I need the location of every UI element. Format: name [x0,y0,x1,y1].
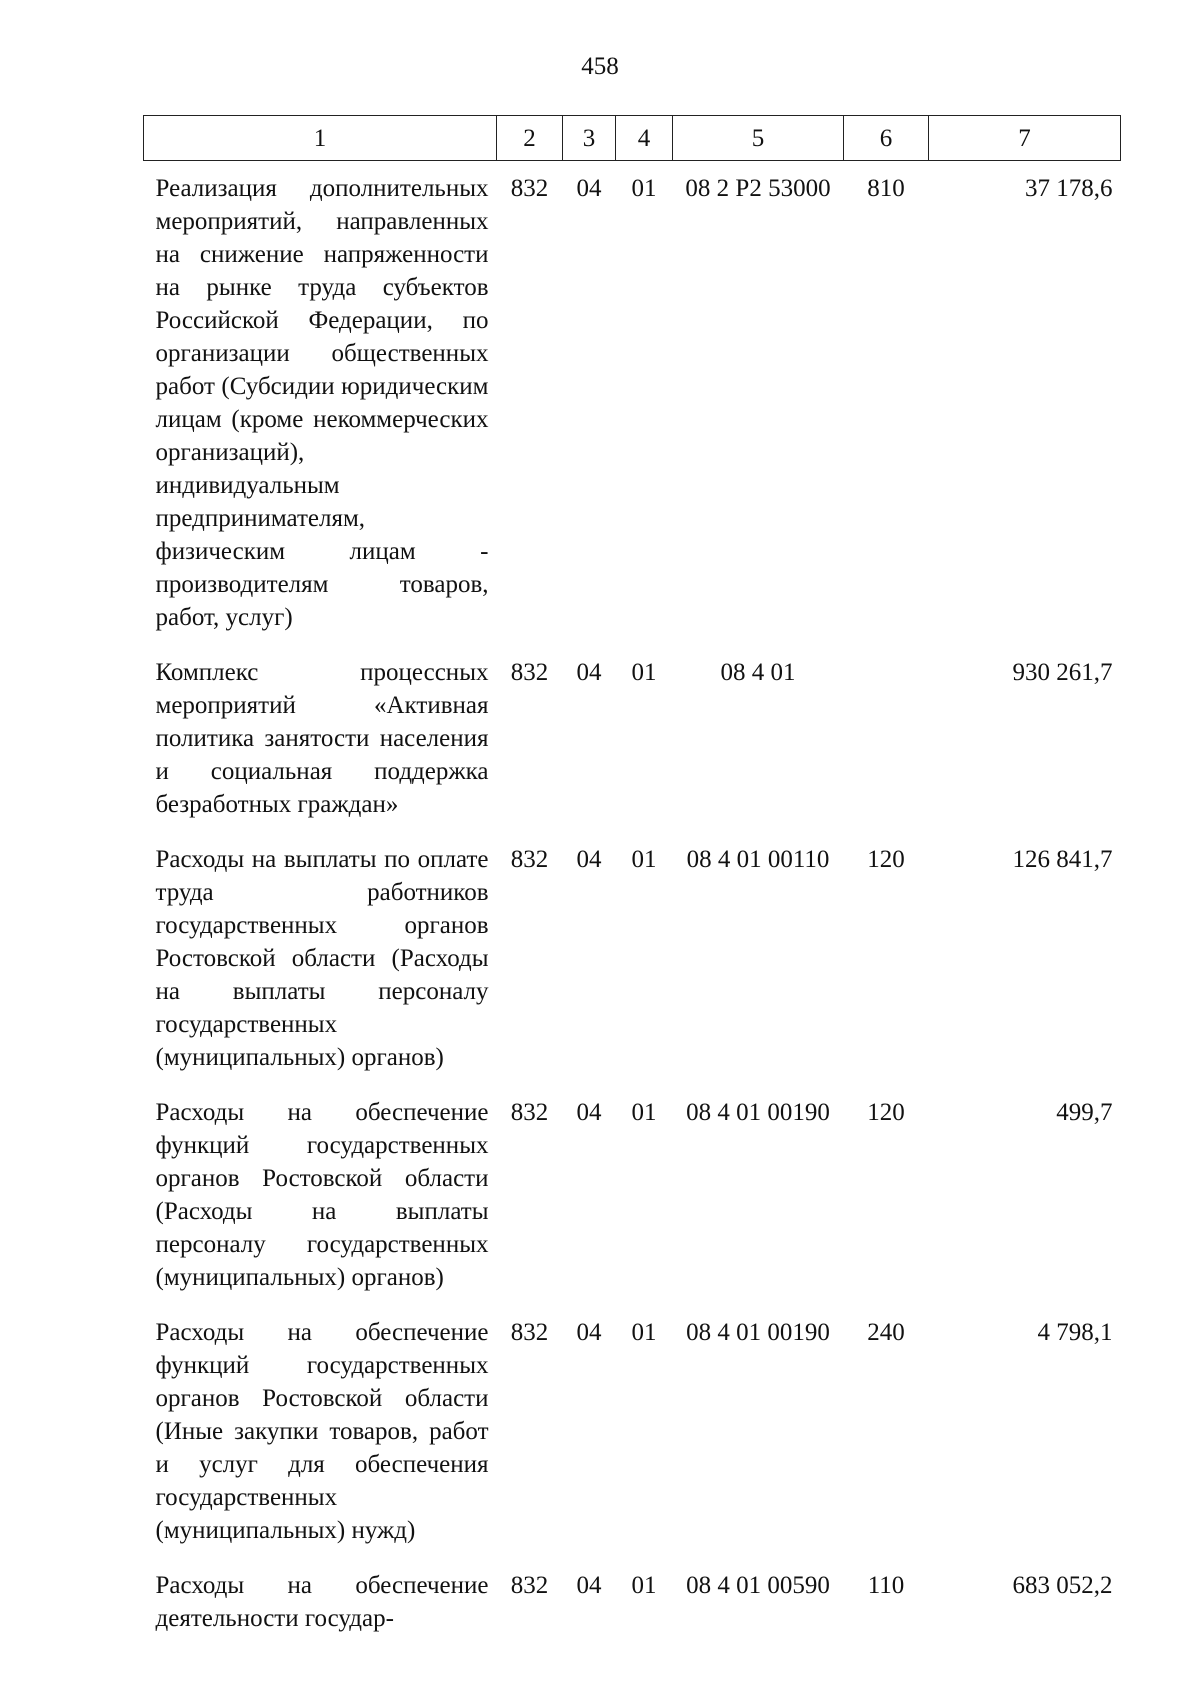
row-target-article: 08 2 Р2 53000 [685,175,831,202]
row-subsection-code: 01 [631,846,657,873]
row-amount: 930 261,7 [1012,659,1113,686]
row-subsection-code: 01 [631,659,657,686]
row-subsection-code: 01 [631,175,657,202]
table-row [144,1085,1121,1305]
row-section-code: 04 [576,659,602,686]
row-amount: 683 052,2 [1012,1572,1113,1599]
row-name: Реализация дополнительных мероприятий, направленных на снижение напряженности на рынке труда субъектов Российской Федерации, по организации общественных работ (Субсидии юридическим лицам (кроме некоммерческих организаций), индивидуальным предпринимателям, физическим лицам - производителям товаров, работ, услуг) [155,175,489,631]
page-number: 458 [581,53,619,80]
column-header-4: 4 [616,116,673,161]
column-header-1: 1 [144,116,497,161]
table-row [144,161,1121,646]
column-header-6: 6 [844,116,929,161]
row-subsection-code: 01 [631,1572,657,1599]
row-target-article: 08 4 01 [720,659,796,686]
column-header-5: 5 [673,116,844,161]
row-ministry-code: 832 [510,1099,549,1126]
column-header-7: 7 [929,116,1121,161]
row-ministry-code: 832 [510,175,549,202]
row-name: Расходы на обеспечение функций государственных органов Ростовской области (Расходы на выплаты персоналу государственных (муниципальных) органов) [155,1099,489,1291]
row-subsection-code: 01 [631,1099,657,1126]
row-section-code: 04 [576,1319,602,1346]
row-ministry-code: 832 [510,1572,549,1599]
row-ministry-code: 832 [510,846,549,873]
row-name: Расходы на выплаты по оплате труда работников государственных органов Ростовской области (Расходы на выплаты персоналу государственных (муниципальных) органов) [155,846,489,1071]
row-subsection-code: 01 [631,1319,657,1346]
row-amount: 499,7 [1056,1099,1113,1126]
row-expense-type: 120 [867,1099,905,1126]
row-ministry-code: 832 [510,1319,549,1346]
row-section-code: 04 [576,175,602,202]
row-amount: 126 841,7 [1012,846,1113,873]
row-target-article: 08 4 01 00110 [686,846,830,873]
table-row [144,1558,1121,1646]
row-target-article: 08 4 01 00190 [686,1319,830,1346]
row-expense-type [844,645,929,832]
table-row [144,832,1121,1085]
row-amount: 4 798,1 [1037,1319,1113,1346]
row-ministry-code: 832 [510,659,549,686]
column-header-2: 2 [497,116,563,161]
row-amount: 37 178,6 [1025,175,1113,202]
table-row [144,645,1121,832]
row-target-article: 08 4 01 00190 [686,1099,830,1126]
row-name: Комплекс процессных мероприятий «Активная политика занятости населения и социальная поддержка безработных граждан» [155,659,489,818]
row-section-code: 04 [576,846,602,873]
row-name: Расходы на обеспечение деятельности государ- [155,1572,489,1632]
row-expense-type: 810 [867,175,905,202]
row-expense-type: 120 [867,846,905,873]
budget-table [143,115,1121,1646]
row-name: Расходы на обеспечение функций государственных органов Ростовской области (Иные закупки товаров, работ и услуг для обеспечения государственных (муниципальных) нужд) [155,1319,489,1544]
row-expense-type: 110 [867,1572,905,1599]
column-header-3: 3 [563,116,616,161]
row-section-code: 04 [576,1572,602,1599]
table-row [144,1305,1121,1558]
table-header-row [144,116,1121,161]
row-expense-type: 240 [867,1319,905,1346]
row-target-article: 08 4 01 00590 [686,1572,830,1599]
row-section-code: 04 [576,1099,602,1126]
